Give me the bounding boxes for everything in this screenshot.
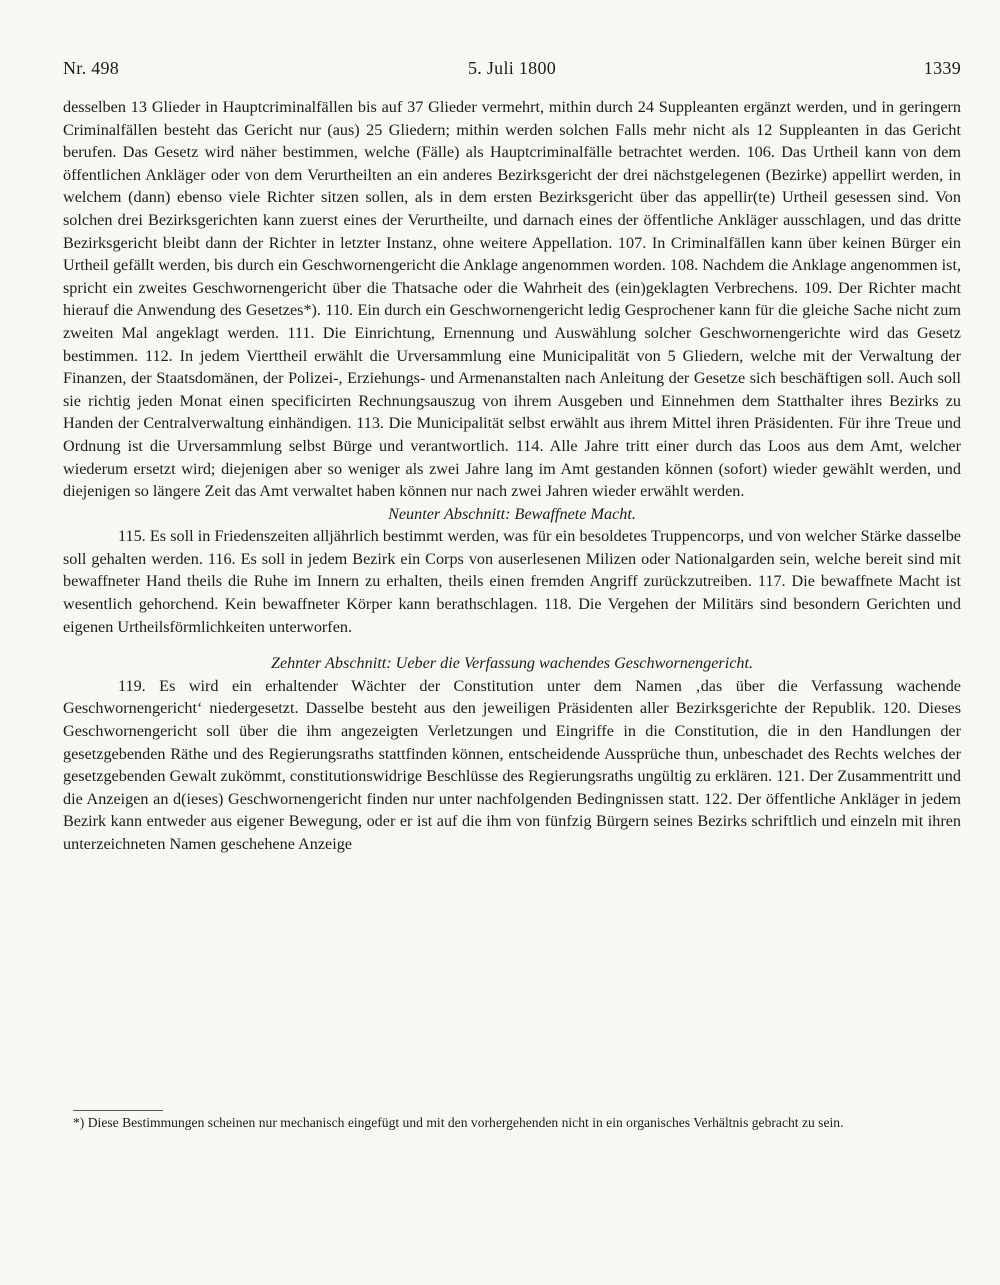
paragraph-119: 119. Es wird ein erhaltender Wächter der Constitution unter dem Namen ‚das über die Verfassung wachende Geschwornengericht‘ niedergesetzt. Dasselbe besteht aus den jeweiligen Präsidenten aller Bezirksgerichte der Republik. 120. Dieses Geschwornengericht soll über die ihm angezeigten Verletzungen und Eingriffe in die Constitution, die in den Handlungen der gesetzgebenden Räthe und des Regierungsraths stattfinden können, entscheidende Aussprüche thun, unbeschadet des Rechts welches der gesetzgebenden Gewalt zukömmt, constitutionswidrige Beschlüsse des Regierungsraths ungültig zu erklären. 121. Der Zusammentritt und die Anzeigen an d(ieses) Geschwornengericht finden nur unter nachfolgenden Bedingnissen statt. 122. Der öffentliche Ankläger in jedem Bezirk kann entweder aus eigener Bewegung, oder er ist auf die ihm von fünfzig Bürgern seines Bezirks schriftlich und einzeln mit ihren unterzeichneten Namen geschehene Anzeige [63, 676, 961, 853]
footnote: *) Diese Bestimmungen scheinen nur mechanisch eingefügt und mit den vorhergehenden nicht in ein organisches Verhältnis gebracht zu sein. [73, 1115, 844, 1130]
section-heading-9: Neunter Abschnitt: Bewaffnete Macht. [388, 504, 636, 523]
paragraph-115: 115. Es soll in Friedenszeiten alljährlich bestimmt werden, was für ein besoldetes Truppencorps, und von welcher Stärke dasselbe soll gehalten werden. 116. Es soll in jedem Bezirk ein Corps von auserlesenen Milizen oder Nationalgarden sein, welche bereit sind mit bewaffneter Hand theils die Ruhe im Innern zu erhalten, theils einen fremden Angriff zurückzutreiben. 117. Die bewaffnete Macht ist wesentlich gehorchend. Kein bewaffneter Körper kann berathschlagen. 118. Die Vergehen der Militärs sind besondern Gerichten und eigenen Urtheilsförmlichkeiten unterworfen. [63, 527, 961, 636]
document-number: Nr. 498 [63, 58, 120, 78]
section-heading-10: Zehnter Abschnitt: Ueber die Verfassung wachendes Geschwornengericht. [270, 654, 754, 673]
page-header [63, 58, 961, 84]
paragraph-continued: desselben 13 Glieder in Hauptcriminalfällen bis auf 37 Glieder vermehrt, mithin durch 24 Suppleanten ergänzt werden, und in geringern Criminalfällen besteht das Gericht nur (aus) 25 Gliedern; mithin werden solchen Falls mehr nicht als 12 Suppleanten in das Gericht berufen. Das Gesetz wird näher bestimmen, welche (Fälle) als Hauptcriminalfälle betrachtet werden. 106. Das Urtheil kann von dem öffentlichen Ankläger oder von dem Verurtheilten an ein anderes Bezirksgericht der drei nächstgelegenen (Bezirke) appellirt werden, in welchem (dann) ebenso viele Richter sitzen sollen, als in dem ersten Bezirksgericht über das appellir(te) Urtheil gesessen sind. Von solchen drei Bezirksgerichten kann zuerst eines der Verurtheilte, und darnach eines der öffentliche Ankläger ausschlagen, und das dritte Bezirksgericht bleibt dann der Richter in letzter Instanz, ohne weitere Appellation. 107. In Criminalfällen kann über keinen Bürger ein Urtheil gefällt werden, bis durch ein Geschwornengericht die Anklage angenommen worden. 108. Nachdem die Anklage angenommen ist, spricht ein zweites Geschwornengericht über die Thatsache oder die Wahrheit des (ein)geklagten Verbrechens. 109. Der Richter macht hierauf die Anwendung des Gesetzes*). 110. Ein durch ein Geschwornengericht ledig Gesprochener kann für die gleiche Sache nicht zum zweiten Mal angeklagt werden. 111. Die Einrichtung, Ernennung und Auswählung solcher Geschwornengerichte wird das Gesetz bestimmen. 112. In jedem Vierttheil erwählt die Urversammlung eine Municipalität von 5 Gliedern, welche mit der Verwaltung der Finanzen, der Staatsdomänen, der Polizei-, Erziehungs- und Armenanstalten nach Anleitung der Gesetze sich beschäftigen soll. Auch soll sie richtig jeden Monat einen specificirten Rechnungsauszug von ihrem Ausgeben und Einnehmen dem Statthalter ihres Bezirks zu Handen der Centralverwaltung einhändigen. 113. Die Municipalität selbst erwählt aus ihrem Mittel ihren Präsidenten. Für ihre Treue und Ordnung ist die Urversammlung selbst Bürge und verantwortlich. 114. Alle Jahre tritt einer durch das Loos aus dem Amt, welcher wiederum ersetzt wird; diejenigen aber so weniger als zwei Jahre lang im Amt gestanden können (sofort) wieder gewählt werden, und diejenigen so längere Zeit das Amt verwaltet haben können nur nach zwei Jahren wieder erwählt werden. [63, 98, 961, 501]
document-date: 5. Juli 1800 [467, 58, 557, 78]
footnote-divider [73, 1110, 163, 1111]
body-text [63, 96, 961, 856]
page-number: 1339 [923, 58, 961, 78]
